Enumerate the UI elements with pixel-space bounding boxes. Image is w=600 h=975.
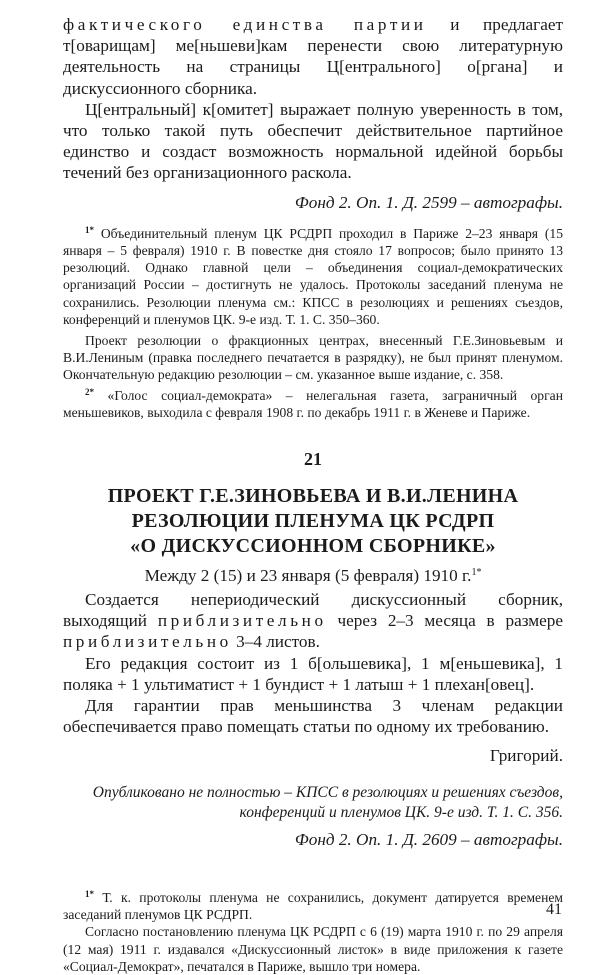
- footnotes-bottom: [63, 886, 563, 975]
- spaced-emphasis: приблизительно: [157, 611, 327, 631]
- footnote-marker: 1*: [85, 888, 94, 899]
- footnote-text: Т. к. протоколы пленума не сохранились, документ датируется временем заседаний пленумов ЦК РСДРП.: [63, 889, 563, 923]
- archive-reference: Фонд 2. Оп. 1. Д. 2599 – автографы.: [294, 192, 563, 212]
- spaced-emphasis: фактического единства партии: [63, 15, 427, 34]
- footnote-marker: 2*: [85, 386, 94, 397]
- paragraph-text: Создается непериодический дискуссионный сборник, выходящий: [63, 590, 563, 631]
- page-number: 41: [546, 901, 562, 918]
- signature: Григорий.: [489, 746, 563, 766]
- footnote-marker: 1*: [85, 224, 94, 235]
- footnote-2: [63, 384, 563, 421]
- footnote-1-continuation: Согласно постановлению пленума ЦК РСДРП с 6 (19) марта 1910 г. по 29 апреля (12 мая) 1911 г. издавался «Дискуссионный листок» в виде приложения к газете «Социал-Демократ», печатался в Париже, вышло три номера.: [63, 924, 563, 974]
- continuation-paragraph: [63, 14, 563, 99]
- footnotes-top: [63, 222, 563, 421]
- footnote-1: [63, 886, 563, 923]
- document-number: 21: [304, 449, 322, 470]
- title-line: ПРОЕКТ Г.Е.ЗИНОВЬЕВА И В.И.ЛЕНИНА: [107, 485, 519, 508]
- publication-note: Опубликовано не полностью – КПСС в резолюциях и решениях съездов, конференций и пленумов ЦК. 9-е изд. Т. 1. С. 356.: [92, 783, 563, 821]
- footnote-1-continuation: Проект резолюции о фракционных центрах, внесенный Г.Е.Зиновьевым и В.И.Лениным (правка последнего печатается в разрядку), не был принят пленумом. Окончательную редакцию резолюции – см. указанное выше издание, с. 358.: [63, 333, 563, 383]
- document-page: [63, 14, 563, 975]
- paragraph-text: 3–4 листов.: [231, 632, 320, 652]
- date-text: Между 2 (15) и 23 января (5 февраля) 1910 г.: [144, 566, 472, 586]
- archive-reference: Фонд 2. Оп. 1. Д. 2609 – автографы.: [294, 829, 563, 849]
- resolution-paragraph: [63, 589, 563, 653]
- footnote-text: Объединительный пленум ЦК РСДРП проходил в Париже 2–23 января (15 января – 5 февраля) 1910 г. В повестке дня стояло 17 вопросов; было принято 13 резолюций. Однако главной цели – объединения социал-демократических организаций России – достигнуть не удалось. Протоколы заседаний пленума не сохранились. Резолюции пленума см.: КПСС в резолюциях и решениях съездов, конференций и пленумов ЦК. 9-е изд. Т. 1. С. 350–360.: [63, 225, 563, 327]
- paragraph-text: через 2–3 месяца в размере: [326, 611, 564, 631]
- footnote-text: «Голос социал-демократа» – нелегальная газета, заграничный орган меньшевиков, выходила с февраля 1908 г. по декабрь 1911 г. в Женеве и Париже.: [63, 387, 563, 420]
- resolution-paragraph: Ц[ентральный] к[омитет] выражает полную уверенность в том, что только такой путь обеспечит действительное партийное единство и создаст возможность нормальной идейной борьбы течений без организационного раскола.: [63, 99, 563, 183]
- paragraph-text: и предлагает т[оварищам] ме[ньшеви]кам перенести свою литературную деятельность на страницы Ц[ентрального] о[ргана] и дискуссионного сборника.: [63, 15, 563, 98]
- title-line: РЕЗОЛЮЦИИ ПЛЕНУМА ЦК РСДРП: [131, 510, 495, 533]
- title-line: «О ДИСКУССИОННОМ СБОРНИКЕ»: [130, 535, 496, 558]
- document-date: [63, 562, 563, 586]
- footnote-1: [63, 222, 563, 328]
- spaced-emphasis: приблизительно: [63, 632, 232, 652]
- resolution-paragraph: Его редакция состоит из 1 б[ольшевика], 1 м[еньшевика], 1 поляка + 1 ультиматист + 1 бундист + 1 латыш + 1 плехан[овец].: [63, 653, 563, 694]
- date-footnote-marker: 1*: [471, 567, 482, 579]
- document-title: [63, 484, 563, 559]
- resolution-paragraph: Для гарантии прав меньшинства 3 членам редакции обеспечивается право помещать статьи по одному их требованию.: [63, 696, 563, 737]
